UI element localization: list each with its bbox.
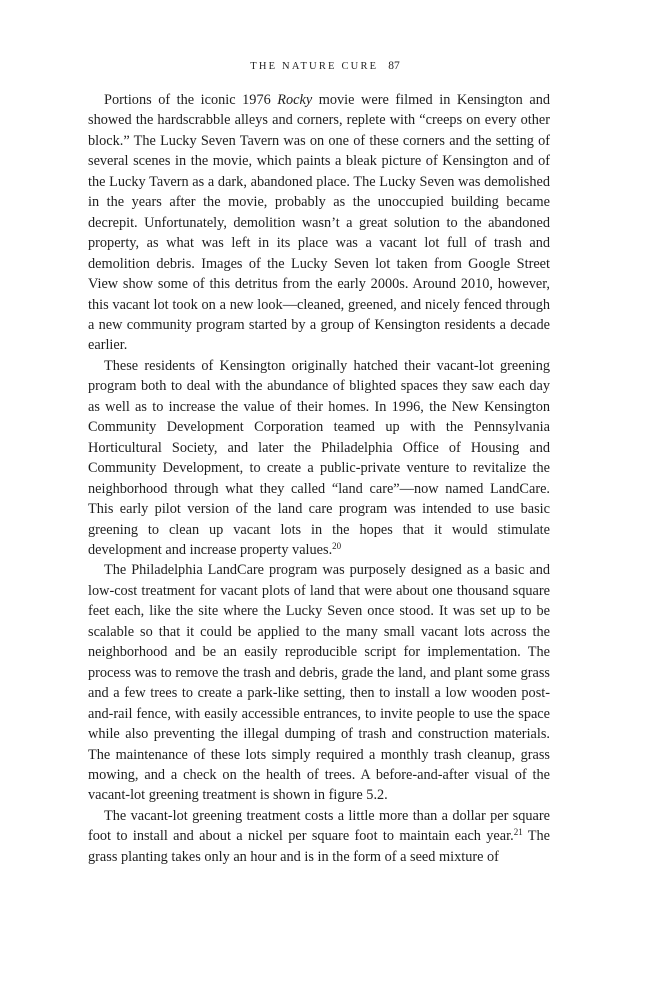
footnote-reference: 20 — [332, 540, 342, 551]
running-head — [0, 60, 650, 72]
page-number: 87 — [388, 60, 400, 72]
body-text — [88, 90, 550, 867]
film-title: Rocky — [277, 92, 313, 108]
running-head-title: THE NATURE CURE — [250, 61, 379, 72]
paragraph: These residents of Kensington originally hatched their vacant-lot greening program both to deal with the abundance of blighted spaces they saw each day as well as to increase the value of their homes. In 1996, the New Kensington Community Development Corporation teamed up with the Pennsylvania Horticultural Society, and later the Philadelphia Office of Housing and Community Development, to create a public-private venture to revitalize the neighborhood through what they called “land care”—now named LandCare. This early pilot version of the land care program was intended to use basic greening to clean up vacant lots in the hopes that it would stimulate development and increase property values.$^{20}$ — [88, 357, 550, 558]
paragraph: The vacant-lot greening treatment costs a little more than a dollar per square foot to install and about a nickel per square foot to maintain each year.$^{21}$ The grass planting takes only an hour and is in the form of a seed mixture of — [88, 807, 551, 865]
footnote-reference: 21 — [513, 827, 523, 838]
paragraph: The Philadelphia LandCare program was purposely designed as a basic and low-cost treatment for vacant plots of land that were about one thousand square feet each, like the site where the Lucky Seven once stood. It was set up to be scalable so that it could be applied to the many small vacant lots across the neighborhood and be an easily reproducible script for implementation. The process was to remove the trash and debris, grade the land, and plant some grass and a few trees to create a park-like setting, then to install a low wooden post-and-rail fence, with easily accessible entrances, to invite people to use the space while also preventing the illegal dumping of trash and construction materials. The maintenance of these lots simply required a monthly trash cleanup, grass mowing, and a check on the health of trees. A before-and-after visual of the vacant-lot greening treatment is shown in figure 5.2. — [88, 562, 550, 804]
paragraph: Portions of the iconic 1976 Rocky movie were filmed in Kensington and showed the hardscrabble alleys and corners, replete with “creeps on every other block.” The Lucky Seven Tavern was on one of these corners and the setting of several scenes in the movie, which paints a bleak picture of Kensington and of the Lucky Tavern as a dark, abandoned place. The Lucky Seven was demolished in the years after the movie, probably as the unoccupied building became decrepit. Unfortunately, demolition wasn’t a great solution to the abandoned property, as what was left in its place was a vacant lot full of trash and demolition debris. Images of the Lucky Seven lot taken from Google Street View show some of this detritus from the early 2000s. Around 2010, however, this vacant lot took on a new look—cleaned, greened, and nicely fenced through a new community program started by a group of Kensington residents a decade earlier. — [88, 92, 550, 354]
